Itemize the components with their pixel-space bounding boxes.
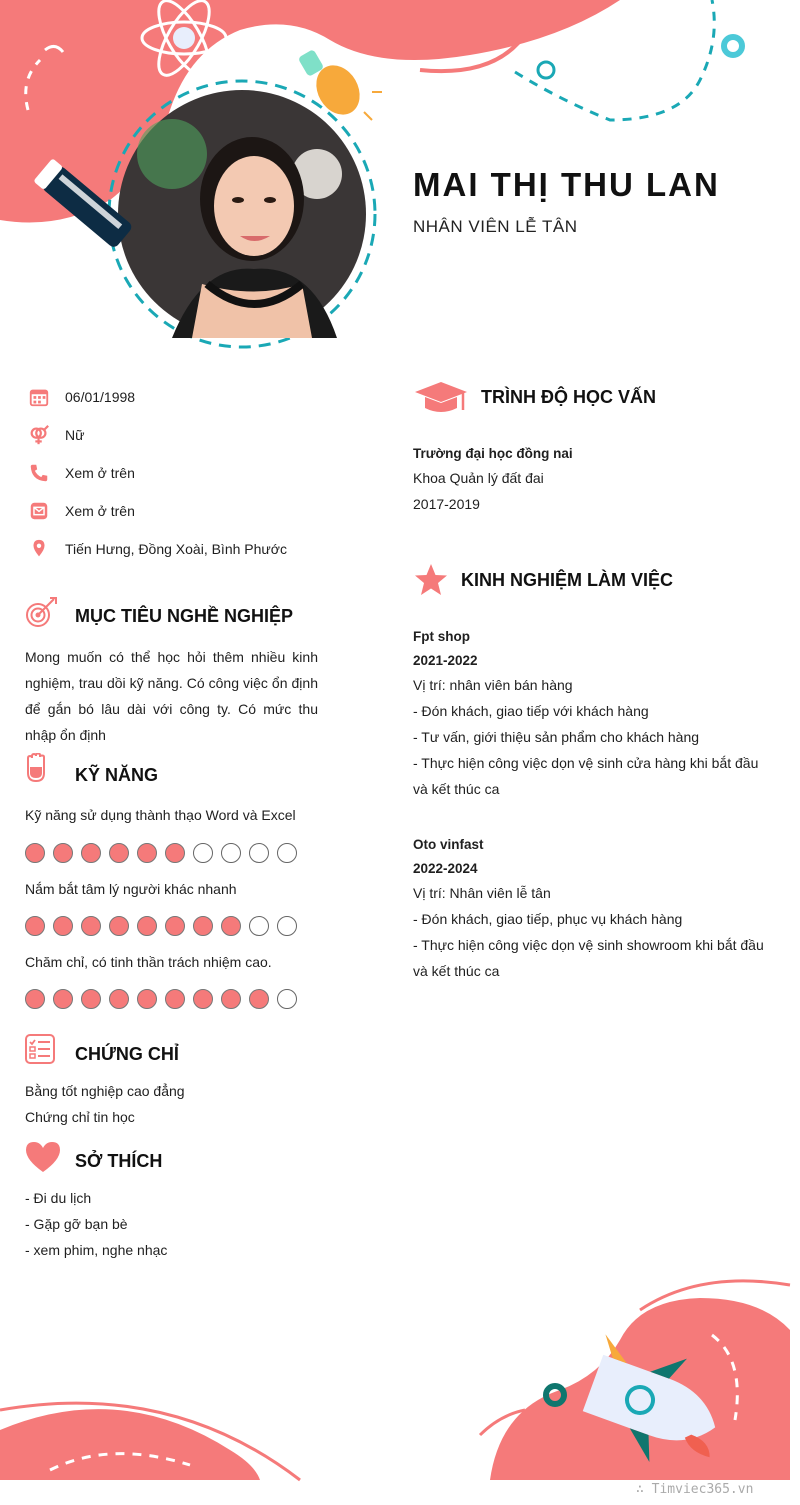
rating-dot-filled: [81, 989, 101, 1009]
objective-title: MỤC TIÊU NGHỀ NGHIỆP: [75, 606, 294, 626]
education-school: Trường đại học đồng nai: [413, 446, 573, 461]
rating-dot-filled: [137, 989, 157, 1009]
job-years: 2022-2024: [413, 861, 478, 876]
job-duty: và kết thúc ca: [413, 781, 500, 797]
job-position: Vị trí: Nhân viên lễ tân: [413, 885, 551, 901]
rating-dot-filled: [81, 843, 101, 863]
rating-dot-empty: [193, 843, 213, 863]
skill-rating: [25, 989, 297, 1009]
info-text: Nữ: [65, 427, 85, 443]
rating-dot-filled: [25, 989, 45, 1009]
job-duty: và kết thúc ca: [413, 963, 500, 979]
job-duty: - Tư vấn, giới thiệu sản phẩm cho khách hàng: [413, 729, 700, 745]
candidate-name: MAI THỊ THU LAN: [413, 166, 720, 203]
checklist-icon: [24, 1033, 56, 1065]
avatar: [118, 90, 366, 338]
heart-icon: [24, 1140, 62, 1174]
info-text: 06/01/1998: [65, 389, 136, 405]
job-duty: - Thực hiện công việc dọn vệ sinh cửa hàng khi bắt đầu: [413, 755, 759, 771]
gender-icon: [28, 424, 50, 446]
rating-dot-empty: [249, 916, 269, 936]
calendar-icon: [28, 386, 50, 408]
objective-text: Mong muốn có thể học hỏi thêm nhiều kinh nghiệm, trau dồi kỹ năng. Có công việc ổn định để gắn bó lâu dài với công ty. Có mức thu nhập ổn định: [25, 649, 318, 743]
rating-dot-filled: [137, 843, 157, 863]
info-row-address: [28, 537, 287, 561]
info-text: Xem ở trên: [65, 503, 135, 519]
hobby-item: - Gặp gỡ bạn bè: [25, 1216, 128, 1232]
graduation-cap-icon: [413, 380, 469, 416]
info-row-gender: [28, 423, 84, 447]
hobby-item: - xem phim, nghe nhạc: [25, 1242, 168, 1258]
certificates-title: CHỨNG CHỈ: [75, 1044, 179, 1064]
skills-title: KỸ NĂNG: [75, 765, 159, 785]
certificate-item: Bằng tốt nghiệp cao đẳng: [25, 1083, 185, 1099]
rating-dot-filled: [193, 916, 213, 936]
info-row-birthdate: [28, 385, 135, 409]
rating-dot-filled: [25, 916, 45, 936]
watermark: ∴ Timviec365.vn: [636, 1482, 754, 1497]
job-duty: - Đón khách, giao tiếp với khách hàng: [413, 703, 649, 719]
email-icon: [28, 500, 50, 522]
rating-dot-filled: [109, 989, 129, 1009]
hobby-item: - Đi du lịch: [25, 1190, 92, 1206]
rating-dot-filled: [165, 916, 185, 936]
skill-rating: [25, 916, 297, 936]
star-icon: [413, 562, 449, 598]
rating-dot-filled: [249, 989, 269, 1009]
skill-rating: [25, 843, 297, 863]
job-duty: - Thực hiện công việc dọn vệ sinh showroom khi bắt đầu: [413, 937, 764, 953]
info-text: Xem ở trên: [65, 465, 135, 481]
job-duty: - Đón khách, giao tiếp, phục vụ khách hàng: [413, 911, 683, 927]
info-row-phone: [28, 461, 135, 485]
rating-dot-filled: [165, 989, 185, 1009]
job-years: 2021-2022: [413, 653, 478, 668]
info-text: Tiến Hưng, Đồng Xoài, Bình Phước: [65, 541, 287, 557]
rating-dot-filled: [53, 989, 73, 1009]
rating-dot-filled: [109, 916, 129, 936]
rating-dot-filled: [193, 989, 213, 1009]
location-icon: [28, 538, 50, 560]
certificate-item: Chứng chỉ tin học: [25, 1109, 135, 1125]
skill-name: Nắm bắt tâm lý người khác nhanh: [25, 881, 237, 897]
rating-dot-filled: [25, 843, 45, 863]
rating-dot-filled: [221, 989, 241, 1009]
job-position: Vị trí: nhân viên bán hàng: [413, 677, 573, 693]
hobbies-title: SỞ THÍCH: [75, 1151, 163, 1171]
rating-dot-filled: [53, 843, 73, 863]
rating-dot-filled: [137, 916, 157, 936]
skill-name: Chăm chỉ, có tinh thần trách nhiệm cao.: [25, 954, 272, 970]
rating-dot-filled: [221, 916, 241, 936]
skill-name: Kỹ năng sử dụng thành thạo Word và Excel: [25, 807, 296, 823]
rating-dot-filled: [53, 916, 73, 936]
experience-title: KINH NGHIỆM LÀM VIỆC: [461, 570, 674, 590]
target-icon: [24, 596, 58, 630]
job-company: Oto vinfast: [413, 837, 484, 852]
education-title: TRÌNH ĐỘ HỌC VẤN: [481, 387, 656, 407]
job-company: Fpt shop: [413, 629, 470, 644]
rating-dot-empty: [277, 916, 297, 936]
rating-dot-empty: [277, 843, 297, 863]
job-title: NHÂN VIÊN LỄ TÂN: [413, 217, 578, 236]
education-major: Khoa Quản lý đất đai: [413, 470, 544, 486]
rating-dot-empty: [249, 843, 269, 863]
info-row-email: [28, 499, 135, 523]
hand-icon: [24, 753, 50, 785]
footer-decoration: [0, 1270, 800, 1505]
education-years: 2017-2019: [413, 496, 480, 512]
rating-dot-empty: [221, 843, 241, 863]
rating-dot-filled: [165, 843, 185, 863]
phone-icon: [28, 462, 50, 484]
rating-dot-empty: [277, 989, 297, 1009]
rating-dot-filled: [109, 843, 129, 863]
rating-dot-filled: [81, 916, 101, 936]
